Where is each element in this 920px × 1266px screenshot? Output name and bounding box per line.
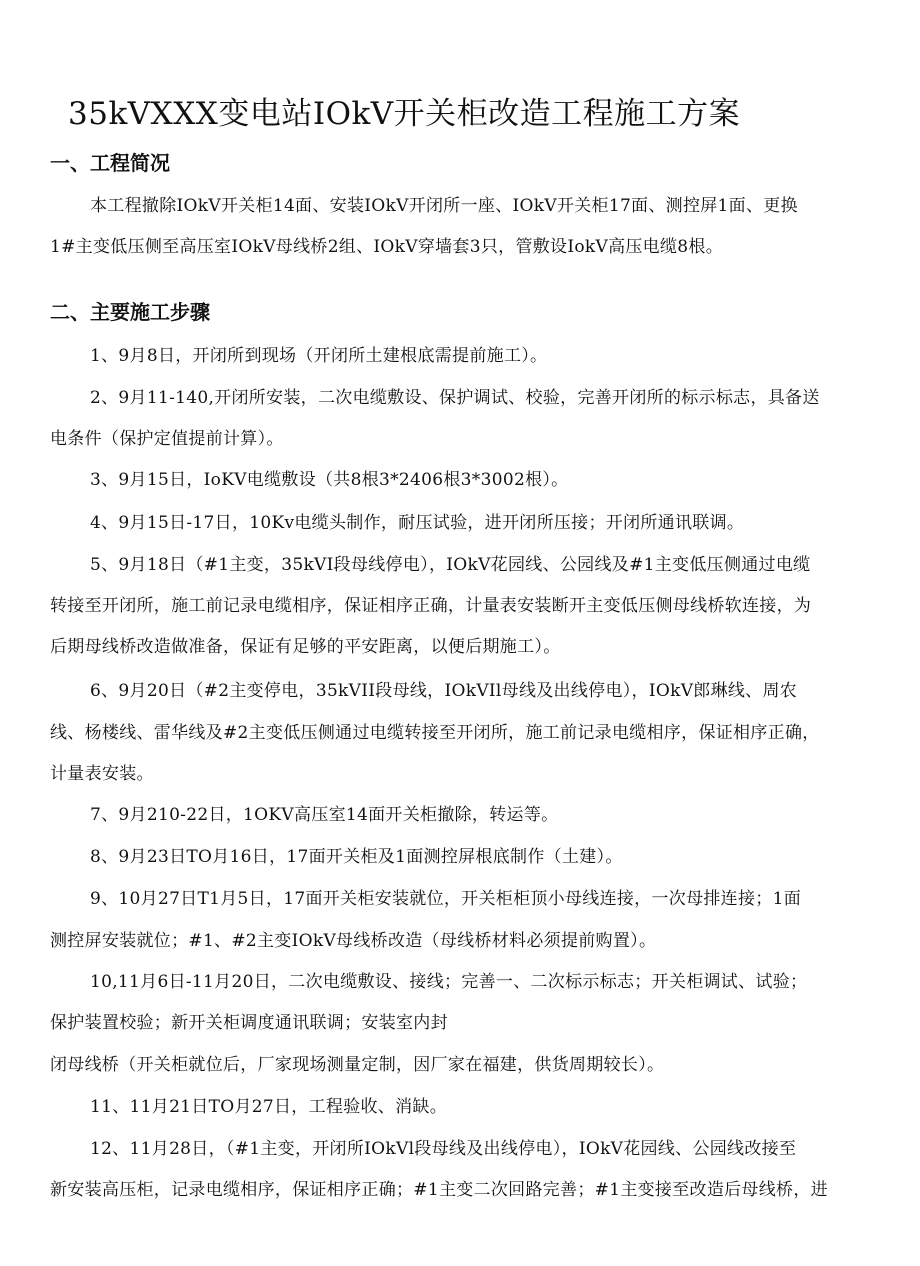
step-line: 闭母线桥（开关柜就位后，厂家现场测量定制，因厂家在福建，供货周期较长）。 (50, 1055, 665, 1075)
step-line: 11、11月21日TO月27日，工程验收、消缺。 (90, 1097, 448, 1117)
step-line: 5、9月18日（#1主变，35kVI段母线停电），IOkV花园线、公园线及#1主变低压侧通过电缆 (90, 555, 811, 575)
document-title: 35kVXXX变电站IOkV开关柜改造工程施工方案 (68, 96, 741, 132)
paragraph-line: 本工程撤除IOkV开关柜14面、安装IOkV开闭所一座、IOkV开关柜17面、测控屏1面、更换 (90, 196, 798, 216)
step-line: 转接至开闭所，施工前记录电缆相序，保证相序正确，计量表安装断开主变低压侧母线桥软连接，为 (50, 596, 812, 616)
step-line: 电条件（保护定值提前计算）。 (50, 429, 284, 449)
step-line: 保护装置校验；新开关柜调度通讯联调；安装室内封 (50, 1013, 448, 1033)
step-line: 后期母线桥改造做准备，保证有足够的平安距离，以便后期施工）。 (50, 637, 561, 657)
step-line: 计量表安装。 (50, 764, 154, 784)
section-heading-overview: 一、工程简况 (50, 151, 170, 175)
step-line: 9、10月27日T1月5日，17面开关柜安装就位，开关柜柜顶小母线连接，一次母排连接；1面 (90, 889, 801, 909)
step-line: 3、9月15日，IoKV电缆敷设（共8根3*2406根3*3002根）。 (90, 470, 569, 490)
paragraph-line: 1#主变低压侧至高压室IOkV母线桥2组、IOkV穿墙套3只，管敷设IokV高压电缆8根。 (50, 237, 723, 257)
step-line: 2、9月11-140,开闭所安装，二次电缆敷设、保护调试、校验，完善开闭所的标示标志，具备送 (90, 388, 820, 408)
step-line: 6、9月20日（#2主变停电，35kVII段母线，IOkVIl母线及出线停电），IOkV郎琳线、周农 (90, 681, 798, 701)
step-line: 1、9月8日，开闭所到现场（开闭所土建根底需提前施工）。 (90, 346, 548, 366)
step-line: 测控屏安装就位；#1、#2主变IOkV母线桥改造（母线桥材料必须提前购置）。 (50, 931, 657, 951)
step-line: 4、9月15日-17日，10Kv电缆头制作，耐压试验，进开闭所压接；开闭所通讯联调。 (90, 513, 745, 533)
step-line: 12、11月28日，（#1主变，开闭所IOkVl段母线及出线停电），IOkV花园线、公园线改接至 (90, 1139, 797, 1159)
step-line: 线、杨楼线、雷华线及#2主变低压侧通过电缆转接至开闭所，施工前记录电缆相序，保证相序正确， (50, 723, 820, 743)
section-heading-steps: 二、主要施工步骤 (50, 300, 210, 324)
step-line: 7、9月210-22日，1OKV高压室14面开关柜撤除，转运等。 (90, 805, 559, 825)
step-line: 新安装高压柜，记录电缆相序，保证相序正确；#1主变二次回路完善；#1主变接至改造后母线桥，进 (50, 1180, 828, 1200)
step-line: 10,11月6日-11月20日，二次电缆敷设、接线；完善一、二次标示标志；开关柜调试、试验； (90, 972, 808, 992)
step-line: 8、9月23日TO月16日，17面开关柜及1面测控屏根底制作（土建）。 (90, 847, 623, 867)
